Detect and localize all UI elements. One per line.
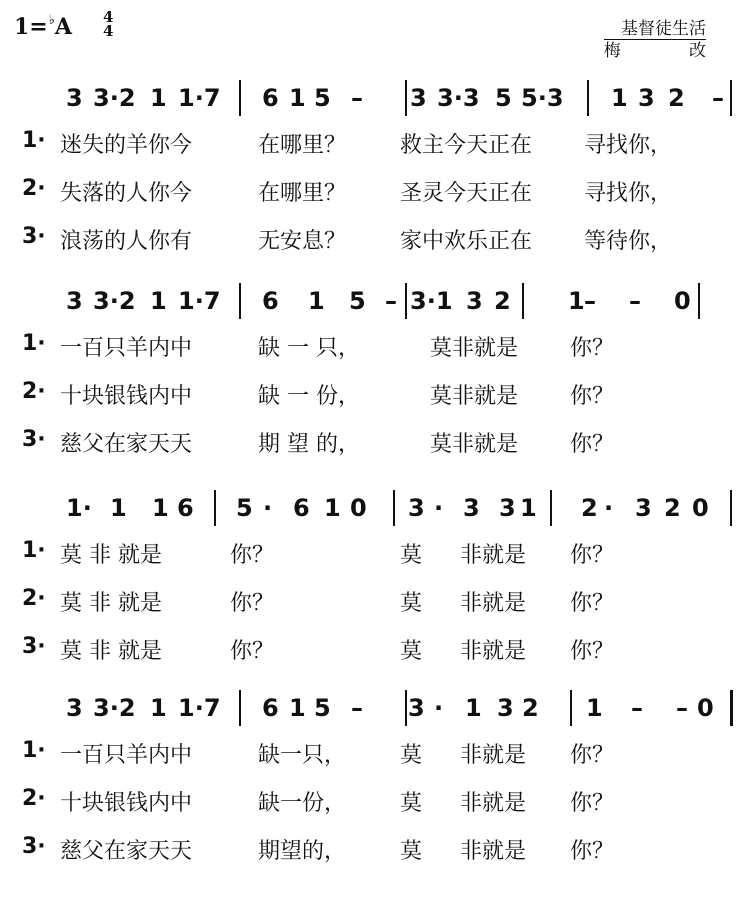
- lyric-line: [0, 331, 750, 361]
- lyric-segment: 非就是: [460, 839, 527, 864]
- verse-number: 2·: [22, 379, 46, 404]
- note: 6: [262, 287, 279, 315]
- note: 3·2: [93, 84, 136, 112]
- verse-number: 2·: [22, 786, 46, 811]
- lyric-line: [0, 379, 750, 409]
- lyric-line: [0, 634, 750, 664]
- notation-line: [0, 283, 750, 323]
- barline: [522, 283, 524, 319]
- lyric-segment: 非就是: [460, 791, 527, 816]
- note: 3: [638, 84, 655, 112]
- note: 5: [314, 84, 331, 112]
- lyric-segment: 一百只羊内中: [60, 336, 193, 361]
- lyric-line: [0, 834, 750, 864]
- note: 1·7: [178, 84, 221, 112]
- lyric-segment: 莫 非 就是: [60, 639, 162, 664]
- note: ·: [434, 694, 444, 722]
- note: 1: [465, 694, 482, 722]
- lyric-segment: 缺 一 只，: [258, 336, 360, 361]
- note: 6: [262, 84, 279, 112]
- note: 0: [674, 287, 691, 315]
- note: 3·3: [437, 84, 480, 112]
- credit-source: 基督徒生活: [604, 18, 706, 40]
- barline: [550, 490, 552, 526]
- note: 1: [152, 494, 169, 522]
- lyric-line: [0, 427, 750, 457]
- note: 3: [463, 494, 480, 522]
- barline: [570, 690, 572, 726]
- note: 5·3: [521, 84, 564, 112]
- note: 2: [581, 494, 598, 522]
- lyric-segment: 你？: [230, 591, 275, 616]
- lyric-segment: 你？: [230, 639, 275, 664]
- lyric-segment: 寻找你，: [584, 181, 673, 206]
- lyric-segment: 你？: [230, 543, 275, 568]
- note: 1: [150, 287, 167, 315]
- time-signature: 4 4: [103, 8, 114, 40]
- lyric-segment: 莫非就是: [430, 384, 519, 409]
- note: 1: [150, 84, 167, 112]
- note: ·: [263, 494, 273, 522]
- lyric-line: [0, 738, 750, 768]
- lyric-segment: 莫: [400, 543, 423, 568]
- note: 1: [611, 84, 628, 112]
- lyric-segment: 你？: [570, 336, 615, 361]
- note: 6: [262, 694, 279, 722]
- lyric-segment: 迷失的羊你今: [60, 133, 193, 158]
- barline: [698, 283, 700, 319]
- note: 5: [314, 694, 331, 722]
- lyric-line: [0, 176, 750, 206]
- verse-number: 1·: [22, 128, 46, 153]
- lyric-segment: 一百只羊内中: [60, 743, 193, 768]
- lyric-segment: 莫 非 就是: [60, 543, 162, 568]
- note: 1·7: [178, 287, 221, 315]
- verse-number: 3·: [22, 834, 46, 859]
- lyric-segment: 家中欢乐正在: [400, 229, 533, 254]
- flat-sign: ♭: [48, 13, 55, 28]
- verse-number: 1·: [22, 538, 46, 563]
- barline: [405, 80, 407, 116]
- lyric-line: [0, 128, 750, 158]
- lyric-segment: 你？: [570, 432, 615, 457]
- note: ·: [434, 494, 444, 522]
- note: –: [584, 287, 596, 315]
- note: –: [351, 84, 363, 112]
- note: 5: [495, 84, 512, 112]
- notation-line: [0, 80, 750, 120]
- note: 3: [408, 494, 425, 522]
- verse-number: 3·: [22, 224, 46, 249]
- barline: [239, 283, 241, 319]
- note: 2: [494, 287, 511, 315]
- lyric-segment: 你？: [570, 743, 615, 768]
- lyric-segment: 非就是: [460, 543, 527, 568]
- note: –: [676, 694, 688, 722]
- note: 6: [177, 494, 194, 522]
- barline: [239, 690, 241, 726]
- lyric-segment: 非就是: [460, 639, 527, 664]
- lyric-segment: 慈父在家天天: [60, 432, 193, 457]
- barline: [587, 80, 589, 116]
- note: 1: [324, 494, 341, 522]
- lyric-line: [0, 538, 750, 568]
- lyric-segment: 在哪里？: [258, 133, 347, 158]
- lyric-segment: 非就是: [460, 743, 527, 768]
- credit: [603, 18, 738, 61]
- lyric-segment: 你？: [570, 639, 615, 664]
- lyric-segment: 期 望 的，: [258, 432, 360, 457]
- lyric-segment: 你？: [570, 839, 615, 864]
- lyric-segment: 莫非就是: [430, 432, 519, 457]
- note: 1: [150, 694, 167, 722]
- verse-number: 2·: [22, 586, 46, 611]
- note: 2: [668, 84, 685, 112]
- lyric-segment: 莫: [400, 743, 423, 768]
- barline: [393, 490, 395, 526]
- lyric-segment: 救主今天正在: [400, 133, 533, 158]
- note: 1·: [66, 494, 92, 522]
- note: –: [712, 84, 724, 112]
- lyric-segment: 慈父在家天天: [60, 839, 193, 864]
- note: 3·2: [93, 287, 136, 315]
- lyric-segment: 期望的，: [258, 839, 347, 864]
- note: 0: [350, 494, 367, 522]
- note: 1: [110, 494, 127, 522]
- notation-line: [0, 490, 750, 530]
- note: 3: [497, 694, 514, 722]
- lyric-segment: 你？: [570, 591, 615, 616]
- note: 1: [520, 494, 537, 522]
- lyric-segment: 十块银钱内中: [60, 384, 193, 409]
- lyric-segment: 在哪里？: [258, 181, 347, 206]
- lyric-segment: 莫: [400, 639, 423, 664]
- note: 3: [408, 694, 425, 722]
- verse-number: 2·: [22, 176, 46, 201]
- lyric-segment: 莫非就是: [430, 336, 519, 361]
- note: –: [629, 287, 641, 315]
- verse-number: 1·: [22, 331, 46, 356]
- note: 1: [308, 287, 325, 315]
- lyric-segment: 等待你，: [584, 229, 673, 254]
- lyric-segment: 莫 非 就是: [60, 591, 162, 616]
- note: 6: [293, 494, 310, 522]
- note: 2: [522, 694, 539, 722]
- note: 3: [66, 84, 83, 112]
- note: 1: [289, 694, 306, 722]
- lyric-segment: 莫: [400, 591, 423, 616]
- barline: [214, 490, 216, 526]
- note: –: [385, 287, 397, 315]
- lyric-segment: 缺一份，: [258, 791, 347, 816]
- lyric-segment: 你？: [570, 384, 615, 409]
- note: 3: [66, 694, 83, 722]
- lyric-segment: 浪荡的人你有: [60, 229, 193, 254]
- lyric-segment: 缺一只，: [258, 743, 347, 768]
- lyric-line: [0, 586, 750, 616]
- note: ·: [604, 494, 614, 522]
- note: 3·2: [93, 694, 136, 722]
- note: 1: [586, 694, 603, 722]
- barline: [730, 80, 732, 116]
- note: 3: [499, 494, 516, 522]
- note: 1: [289, 84, 306, 112]
- lyric-segment: 无安息？: [258, 229, 347, 254]
- lyric-segment: 你？: [570, 543, 615, 568]
- lyric-segment: 失落的人你今: [60, 181, 193, 206]
- barline: [730, 490, 732, 526]
- lyric-line: [0, 224, 750, 254]
- note: –: [631, 694, 643, 722]
- note: 1: [568, 287, 585, 315]
- lyric-segment: 寻找你，: [584, 133, 673, 158]
- note: 3: [635, 494, 652, 522]
- note: 1·7: [178, 694, 221, 722]
- note: 3·1: [410, 287, 453, 315]
- lyric-segment: 莫: [400, 791, 423, 816]
- note: 0: [697, 694, 714, 722]
- barline: [405, 690, 407, 726]
- verse-number: 1·: [22, 738, 46, 763]
- note: 5: [349, 287, 366, 315]
- barline: [405, 283, 407, 319]
- lyric-segment: 你？: [570, 791, 615, 816]
- note: 3: [66, 287, 83, 315]
- note: 3: [410, 84, 427, 112]
- lyric-segment: 莫: [400, 839, 423, 864]
- final-barline: [730, 690, 733, 726]
- credit-author: 梅 改: [603, 41, 738, 60]
- note: 3: [466, 287, 483, 315]
- note: 2: [664, 494, 681, 522]
- verse-number: 3·: [22, 427, 46, 452]
- key-signature: 1=♭A: [14, 13, 72, 40]
- barline: [239, 80, 241, 116]
- verse-number: 3·: [22, 634, 46, 659]
- lyric-segment: 圣灵今天正在: [400, 181, 533, 206]
- notation-line: [0, 690, 750, 730]
- lyric-segment: 缺 一 份，: [258, 384, 360, 409]
- note: 5: [236, 494, 253, 522]
- note: –: [351, 694, 363, 722]
- lyric-segment: 十块银钱内中: [60, 791, 193, 816]
- note: 0: [692, 494, 709, 522]
- lyric-line: [0, 786, 750, 816]
- lyric-segment: 非就是: [460, 591, 527, 616]
